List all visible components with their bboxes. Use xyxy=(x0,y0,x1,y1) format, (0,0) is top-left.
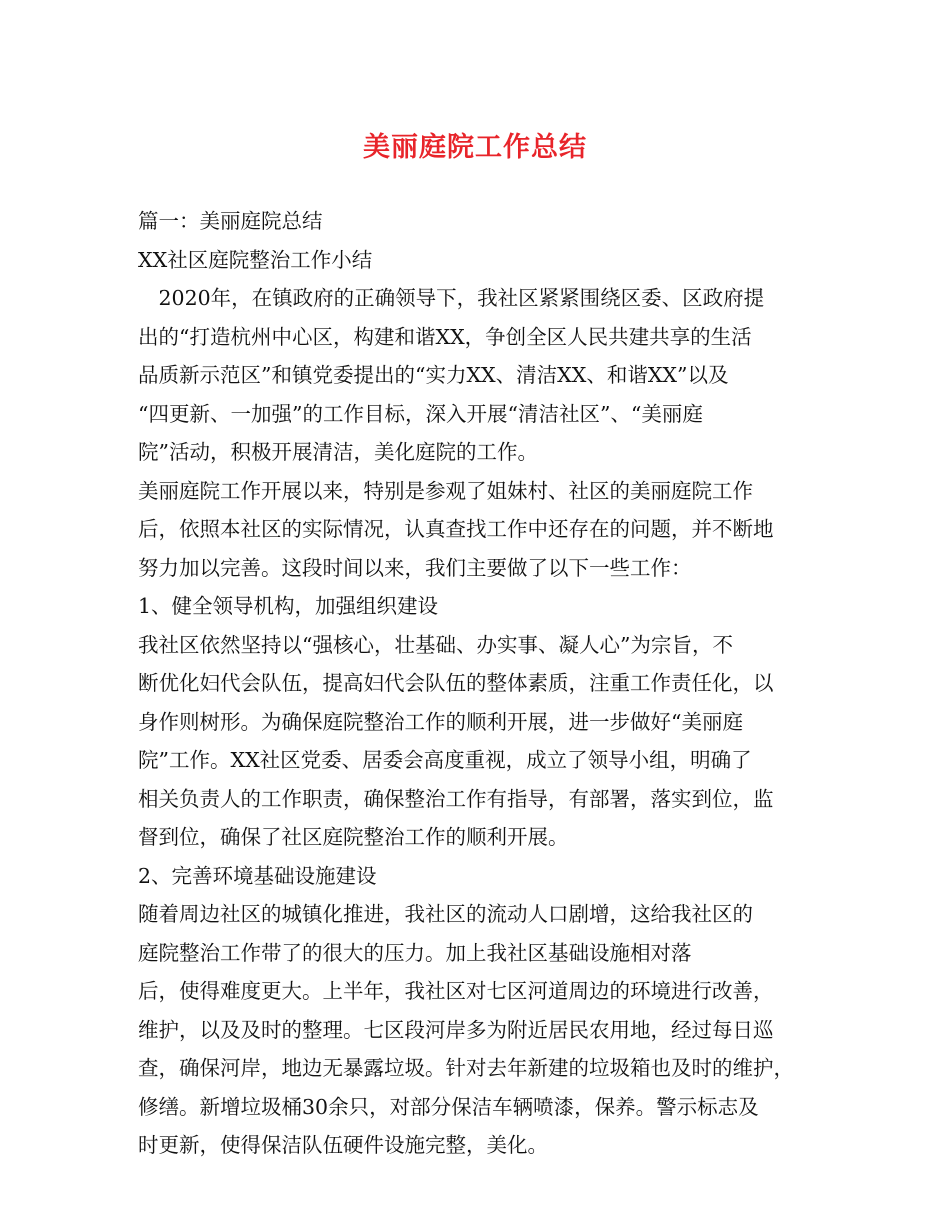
text-line: 美丽庭院工作开展以来，特别是参观了姐妹村、社区的美丽庭院工作 xyxy=(138,478,753,503)
text-line: 随着周边社区的城镇化推进，我社区的流动人口剧增，这给我社区的 xyxy=(138,902,753,926)
text-line: 维护，以及及时的整理。七区段河岸多为附近居民农用地，经过每日巡 xyxy=(138,1017,774,1042)
document-title: 美丽庭院工作总结 xyxy=(363,132,587,163)
text-line: 庭院整治工作带了的很大的压力。加上我社区基础设施相对落 xyxy=(138,940,692,965)
text-line: 我社区依然坚持以“强核心，壮基础、办实事、凝人心”为宗旨，不 xyxy=(138,632,733,657)
text-line: 2、完善环境基础设施建设 xyxy=(138,863,377,888)
text-line: 身作则树形。为确保庭院整治工作的顺利开展，进一步做好“美丽庭 xyxy=(138,709,743,734)
text-line: 篇一：美丽庭院总结 xyxy=(138,209,323,233)
text-line: 查，确保河岸，地边无暴露垃圾。针对去年新建的垃圾箱也及时的维护， xyxy=(138,1056,794,1080)
document-body xyxy=(138,202,818,1165)
text-line: 相关负责人的工作职责，确保整治工作有指导，有部署，落实到位，监 xyxy=(138,786,774,811)
text-line: 时更新，使得保洁队伍硬件设施完整，美化。 xyxy=(138,1133,548,1157)
text-line: “四更新、一加强”的工作目标，深入开展“清洁社区”、“美丽庭 xyxy=(138,401,703,426)
text-line: 后，使得难度更大。上半年，我社区对七区河道周边的环境进行改善， xyxy=(138,979,774,1003)
text-line: 修缮。新增垃圾桶30余只，对部分保洁车辆喷漆，保养。警示标志及 xyxy=(138,1094,759,1119)
text-line: XX社区庭院整治工作小结 xyxy=(138,247,373,272)
text-line: 1、健全领导机构，加强组织建设 xyxy=(138,594,439,618)
text-line: 院”工作。XX社区党委、居委会高度重视，成立了领导小组，明确了 xyxy=(138,748,752,772)
text-line: 2020年，在镇政府的正确领导下，我社区紧紧围绕区委、区政府提 xyxy=(138,286,765,310)
text-line: 断优化妇代会队伍，提高妇代会队伍的整体素质，注重工作责任化，以 xyxy=(138,671,774,695)
text-line: 督到位，确保了社区庭院整治工作的顺利开展。 xyxy=(138,825,569,849)
text-line: 后，依照本社区的实际情况，认真查找工作中还存在的问题，并不断地 xyxy=(138,517,774,541)
text-line: 努力加以完善。这段时间以来，我们主要做了以下一些工作： xyxy=(138,555,692,580)
text-line: 品质新示范区”和镇党委提出的“实力XX、清洁XX、和谐XX”以及 xyxy=(138,363,729,387)
text-line: 院”活动，积极开展清洁，美化庭院的工作。 xyxy=(138,440,538,464)
text-line: 出的“打造杭州中心区，构建和谐XX，争创全区人民共建共享的生活 xyxy=(138,324,752,349)
